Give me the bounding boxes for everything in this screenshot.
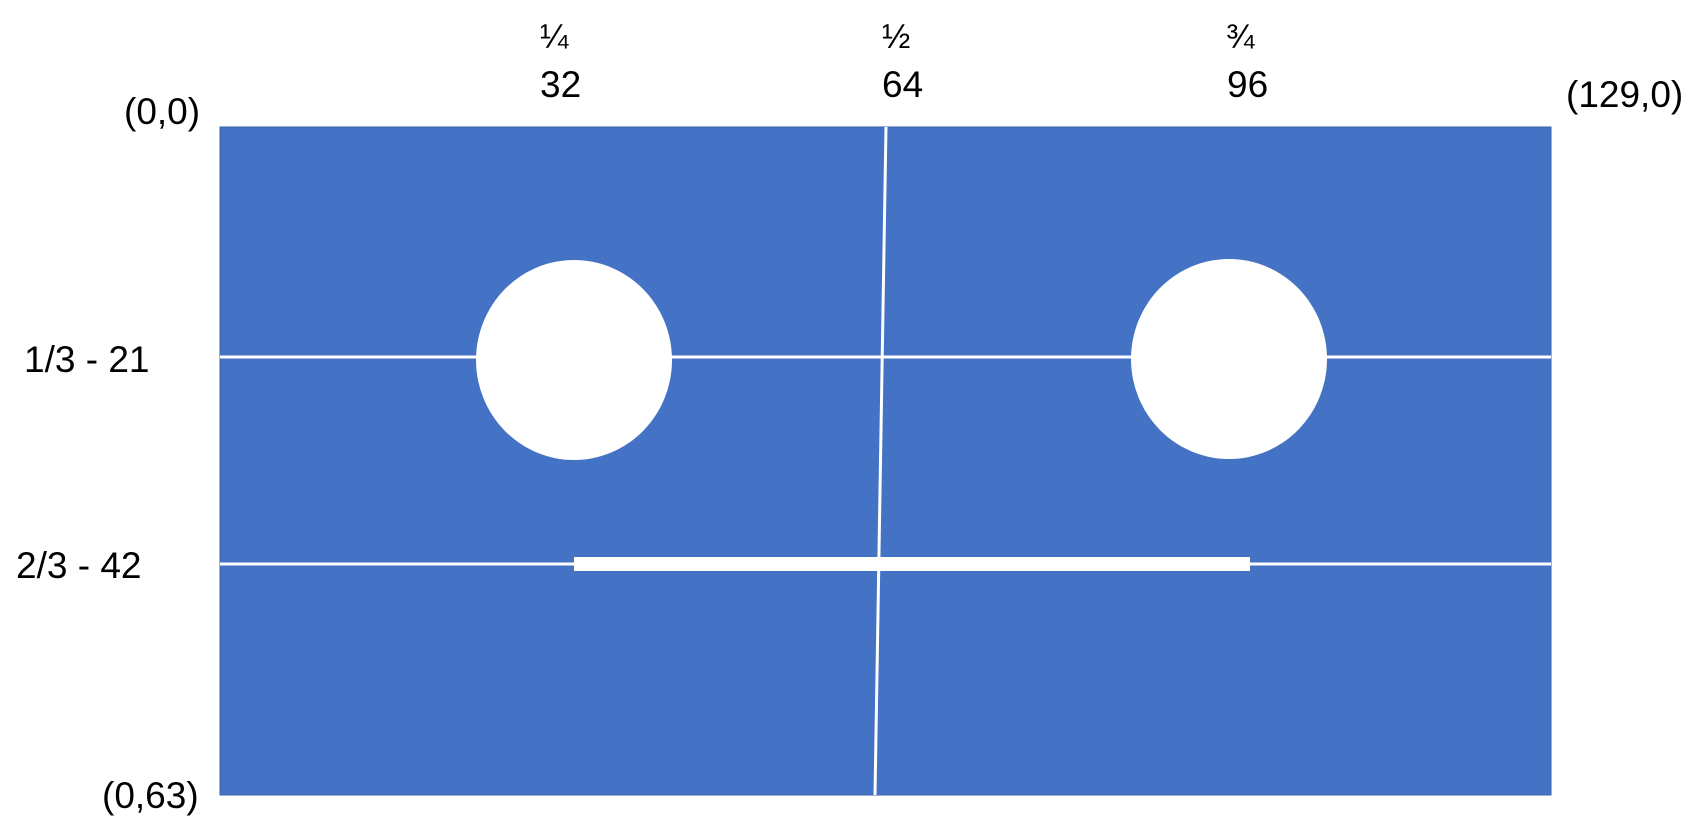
- y-marker-label-one-third: 1/3 - 21: [24, 339, 150, 380]
- x-marker-fraction-half: ½: [882, 18, 911, 56]
- x-marker-fraction-three-quarters: ¾: [1226, 18, 1255, 56]
- x-marker-value-quarter: 32: [540, 64, 582, 105]
- x-marker-fraction-quarter: ¼: [540, 18, 569, 56]
- left-eye-circle: [476, 260, 672, 460]
- mouth-bar: [574, 557, 1250, 571]
- right-eye-circle: [1131, 259, 1327, 459]
- corner-label-bottom-left: (0,63): [102, 775, 199, 816]
- y-marker-label-two-thirds: 2/3 - 42: [16, 545, 142, 586]
- x-marker-value-half: 64: [882, 64, 924, 105]
- corner-label-top-left: (0,0): [124, 91, 201, 132]
- corner-label-top-right: (129,0): [1566, 74, 1684, 115]
- x-marker-value-three-quarters: 96: [1227, 64, 1269, 105]
